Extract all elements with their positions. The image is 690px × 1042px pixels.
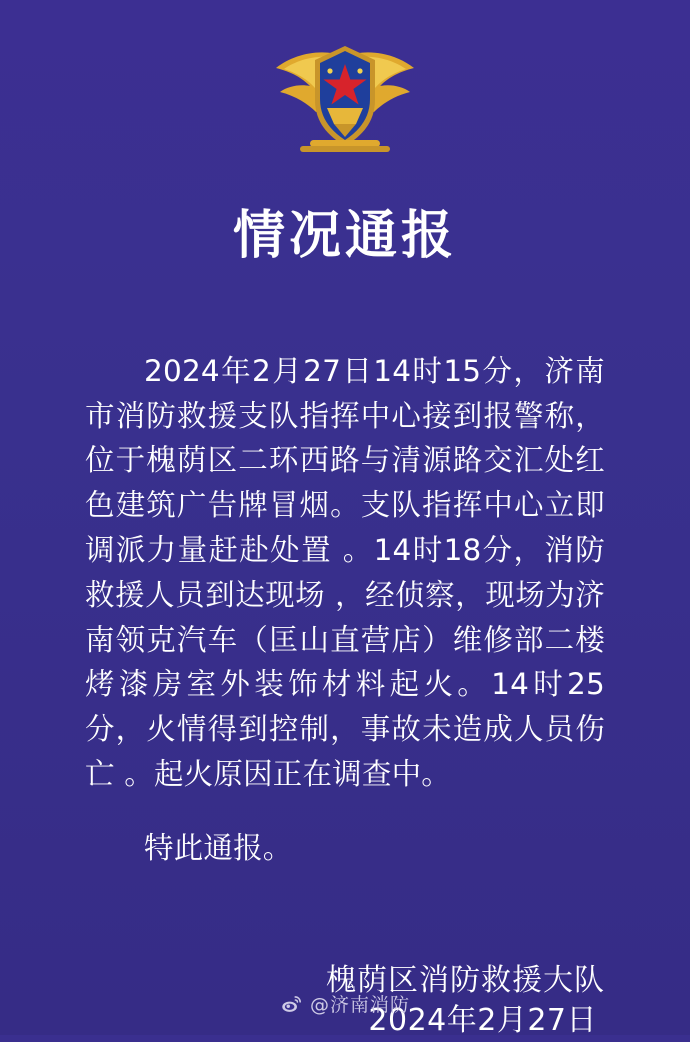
page-title: 情况通报 xyxy=(232,206,457,266)
watermark-label: @济南消防 xyxy=(309,994,410,1016)
weibo-icon xyxy=(280,993,302,1015)
notice-paragraph-2: 特此通报。 xyxy=(144,831,293,866)
notice-paragraph-1: 2024年2月27日14时15分，济南市消防救援支队指挥中心接到报警称，位于槐荫区二环西路与清源路交汇处红色建筑广告牌冒烟。支队指挥中心立即调派力量赶赴处置 。14时18分，消防救援人员到达现场 ，经侦察，现场为济南领克汽车（匡山直营店）维修部二楼烤漆房室外装饰材料起火。14时25分，火情得到控制，事故未造成人员伤亡 。起火原因正在调查中。 xyxy=(85,353,605,792)
footer-watermark xyxy=(0,990,690,1017)
police-emblem-icon xyxy=(270,38,420,160)
signature-organization: 槐荫区消防救援大队 xyxy=(326,962,605,998)
notice-body xyxy=(85,319,605,901)
signature-date: 2024年2月27日 xyxy=(368,1003,597,1039)
